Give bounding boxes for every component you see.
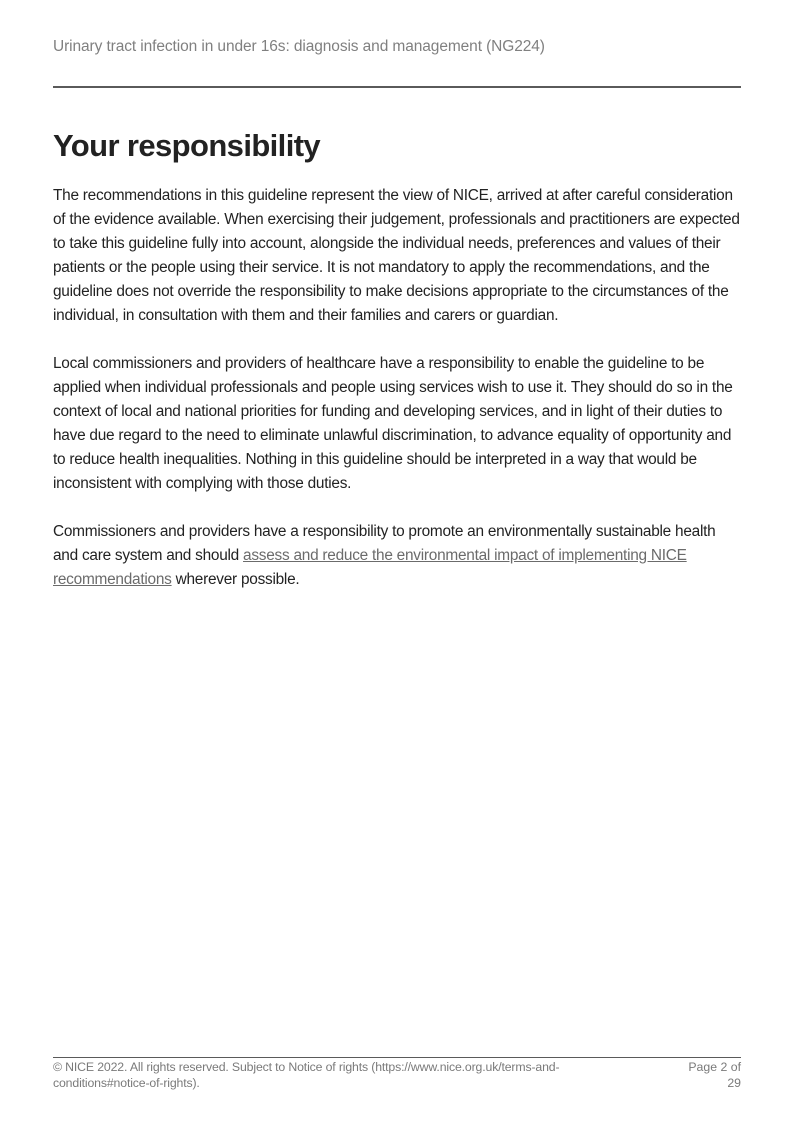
- section-body: [53, 184, 741, 616]
- paragraph-commissioners-duties: Local commissioners and providers of healthcare have a responsibility to enable the guideline to be applied when individual professionals and people using services wish to use it. They should do so in the context of local and national priorities for funding and developing services, and in light of their duties to have due regard to the need to eliminate unlawful discrimination, to advance equality of opportunity and to reduce health inequalities. Nothing in this guideline should be interpreted in a way that would be inconsistent with complying with those duties.: [53, 355, 733, 492]
- page-title: Your responsibility: [53, 128, 321, 163]
- running-header: Urinary tract infection in under 16s: diagnosis and management (NG224): [53, 38, 545, 55]
- header-divider: [53, 86, 741, 88]
- footer-divider: [53, 1057, 741, 1058]
- paragraph-environmental: [53, 520, 741, 592]
- footer-copyright: © NICE 2022. All rights reserved. Subject to Notice of rights (https://www.nice.org.uk/terms-and-conditions#notice-of-rights).: [53, 1060, 560, 1090]
- page-number: Page 2 of 29: [688, 1060, 741, 1090]
- paragraph-nice-view: The recommendations in this guideline represent the view of NICE, arrived at after careful consideration of the evidence available. When exercising their judgement, professionals and practitioners are expected to take this guideline fully into account, alongside the individual needs, preferences and values of their patients or the people using their service. It is not mandatory to apply the recommendations, and the guideline does not override the responsibility to make decisions appropriate to the circumstances of the individual, in consultation with them and their families and carers or guardian.: [53, 187, 740, 324]
- paragraph-environmental-lead: Commissioners and providers have a responsibility to promote an environmentally sustainable health and care system and should: [53, 523, 716, 564]
- paragraph-environmental-tail: wherever possible.: [171, 571, 300, 588]
- environmental-impact-link[interactable]: assess and reduce the environmental impact of implementing NICE recommendations: [53, 547, 687, 588]
